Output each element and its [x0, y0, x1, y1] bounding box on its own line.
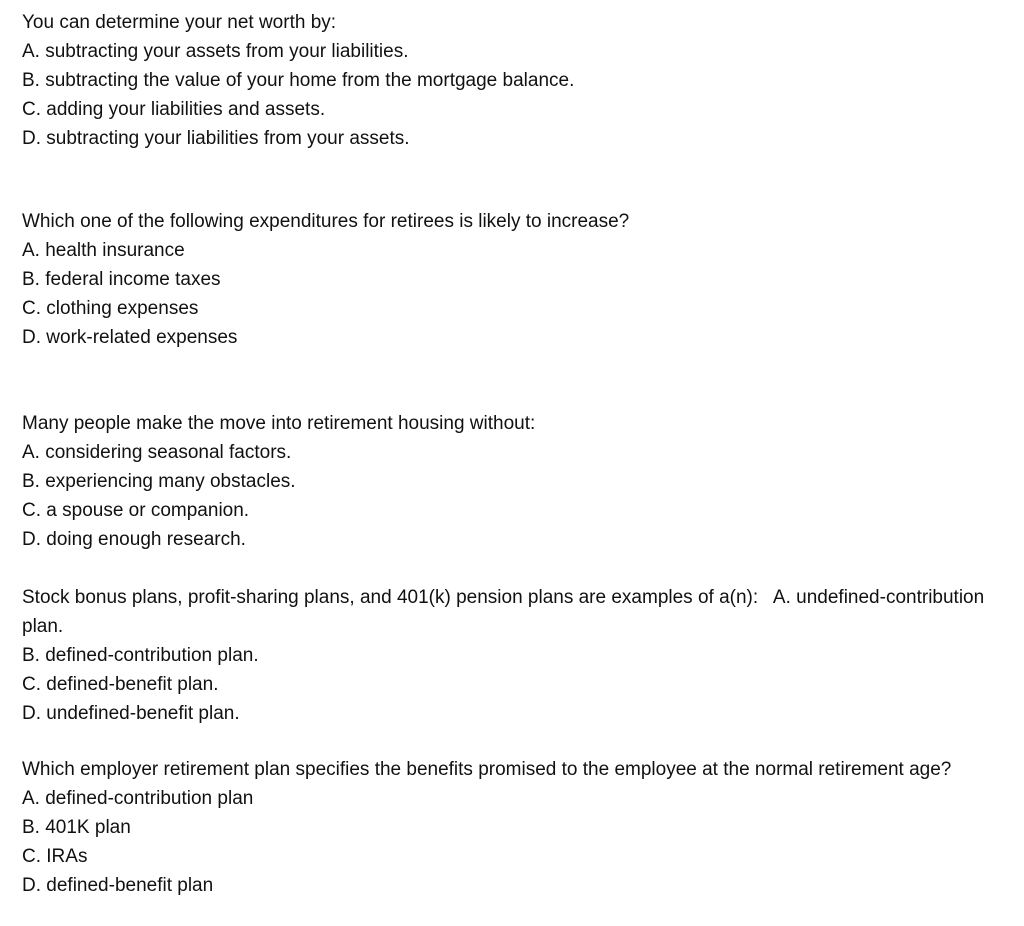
answer-option-d: D. work-related expenses	[22, 327, 238, 348]
question-stem: You can determine your net worth by:	[22, 12, 337, 33]
answer-option-b: B. 401K plan	[22, 817, 131, 838]
question-3	[22, 409, 535, 554]
answer-option-c: C. IRAs	[22, 846, 88, 867]
question-stem: Stock bonus plans, profit-sharing plans, and 401(k) pension plans are examples of a(n): A. undefined-contribution plan.	[22, 587, 990, 637]
question-stem: Which one of the following expenditures for retirees is likely to increase?	[22, 211, 630, 232]
question-5	[22, 755, 951, 900]
answer-option-c: C. a spouse or companion.	[22, 500, 250, 521]
question-stem: Which employer retirement plan specifies the benefits promised to the employee at the normal retirement age?	[22, 759, 952, 780]
answer-option-c: C. defined-benefit plan.	[22, 674, 219, 695]
question-4	[22, 583, 1012, 728]
answer-option-c: C. clothing expenses	[22, 298, 199, 319]
answer-option-a: A. subtracting your assets from your liabilities.	[22, 41, 409, 62]
answer-option-b: B. subtracting the value of your home from the mortgage balance.	[22, 70, 575, 91]
answer-option-b: B. experiencing many obstacles.	[22, 471, 296, 492]
question-stem: Many people make the move into retirement housing without:	[22, 413, 536, 434]
answer-option-a: A. defined-contribution plan	[22, 788, 254, 809]
question-1	[22, 8, 574, 153]
question-2	[22, 207, 629, 352]
answer-option-b: B. defined-contribution plan.	[22, 645, 259, 666]
answer-option-d: D. undefined-benefit plan.	[22, 703, 240, 724]
answer-option-a: A. considering seasonal factors.	[22, 442, 292, 463]
answer-option-d: D. defined-benefit plan	[22, 875, 214, 896]
answer-option-a: A. health insurance	[22, 240, 185, 261]
answer-option-b: B. federal income taxes	[22, 269, 221, 290]
answer-option-d: D. doing enough research.	[22, 529, 246, 550]
answer-option-c: C. adding your liabilities and assets.	[22, 99, 326, 120]
answer-option-d: D. subtracting your liabilities from your assets.	[22, 128, 410, 149]
